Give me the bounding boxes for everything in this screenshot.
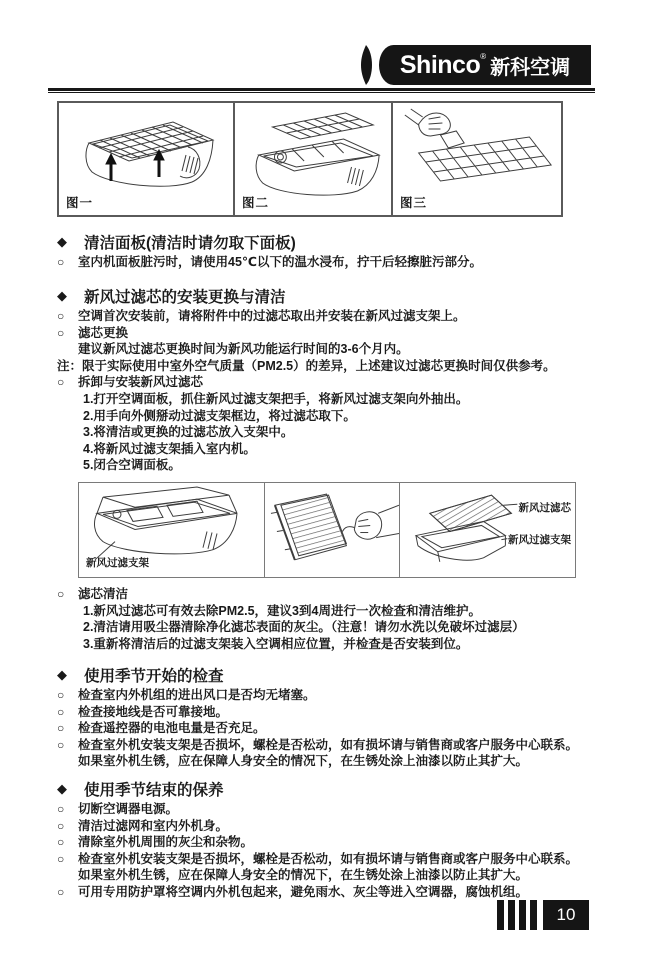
section-filter-install: [57, 285, 607, 474]
list-item-text: 检查室外机安装支架是否损坏，螺栓是否松动，如有损坏请与销售商或客户服务中心联系。: [78, 851, 579, 866]
list-item: [57, 834, 607, 851]
step-text: 5.闭合空调面板。: [83, 458, 181, 473]
logo-crescent-icon: [361, 45, 376, 85]
list-item: [57, 341, 607, 358]
brand-name-latin: Shinco: [399, 50, 481, 79]
list-item: [57, 325, 607, 342]
figure-panel-open-unit: [79, 483, 264, 577]
note-line: [57, 358, 607, 375]
brand-name-chinese: 新科空调: [490, 56, 571, 79]
circle-bullet: ○: [57, 255, 65, 269]
list-item: [57, 737, 607, 754]
list-item-text: 如果室外机生锈，应在保障人身安全的情况下，在生锈处涂上油漆以防止其扩大。: [78, 754, 529, 769]
numbered-step: [57, 636, 607, 653]
step-text: 2.用手向外侧掰动过滤支架框边，将过滤芯取下。: [83, 408, 356, 423]
section-season-start-check: [57, 664, 607, 770]
list-item-text: 建议新风过滤芯更换时间为新风功能运行时间的3-6个月内。: [78, 342, 409, 357]
hand-pulling-filter-illustration: [265, 483, 399, 577]
list-item: [57, 851, 607, 868]
list-item: [57, 374, 607, 391]
registered-mark-icon: ®: [480, 52, 487, 61]
note-text: 注：限于实际使用中室外空气质量（PM2.5）的差异，上述建议过滤芯更换时间仅供参考。: [57, 358, 556, 373]
step-text: 3.重新将清洁后的过滤支架装入空调相应位置，并检查是否安装到位。: [83, 636, 469, 651]
list-item-text: 滤芯更换: [78, 325, 129, 340]
figure-caption: 图三: [400, 196, 428, 210]
list-item-text: 如果室外机生锈，应在保障人身安全的情况下，在生锈处涂上油漆以防止其扩大。: [78, 868, 529, 883]
step-text: 2.清洁请用吸尘器清除净化滤芯表面的灰尘。（注意！请勿水洗以免破坏过滤层）: [83, 620, 525, 635]
numbered-step: [57, 457, 607, 474]
list-item-text: 检查接地线是否可靠接地。: [78, 704, 229, 719]
numbered-step: [57, 441, 607, 458]
circle-bullet: ○: [57, 325, 65, 340]
circle-bullet: ○: [57, 818, 65, 833]
figure-panel-pull-filter: [264, 483, 399, 577]
bullet-spacer: [57, 603, 83, 620]
section-heading: [57, 778, 607, 799]
section-heading: [57, 231, 607, 252]
list-item: [57, 586, 607, 603]
list-item: [57, 720, 607, 737]
list-item-text: 清洁过滤网和室内外机身。: [78, 818, 229, 833]
bracket-label: 新风过滤支架: [508, 534, 571, 546]
bullet-spacer: [57, 753, 78, 770]
decorative-bar: [508, 900, 515, 930]
list-item-text: 检查室内外机组的进出风口是否均无堵塞。: [78, 688, 316, 702]
continuation-line: [57, 753, 607, 770]
section-season-end-care: [57, 778, 607, 901]
section-filter-cleaning: [57, 586, 607, 652]
continuation-line: [57, 867, 607, 884]
figure-caption: 图二: [242, 196, 270, 210]
list-item: [57, 254, 607, 271]
section-heading: [57, 664, 607, 685]
bullet-spacer: [57, 457, 83, 474]
list-item: [57, 687, 607, 704]
circle-bullet: ○: [57, 688, 65, 702]
figure-caption: 图一: [66, 196, 94, 210]
circle-bullet: ○: [57, 737, 65, 752]
circle-bullet: ○: [57, 375, 65, 390]
numbered-step: [57, 424, 607, 441]
diamond-bullet: ◆: [57, 287, 67, 303]
list-item-text: 空调首次安装前，请将附件中的过滤芯取出并安装在新风过滤支架上。: [78, 309, 466, 323]
diamond-bullet: ◆: [57, 666, 67, 682]
decorative-bar: [497, 900, 504, 930]
list-item-text: 切断空调器电源。: [78, 802, 179, 816]
bullet-spacer: [57, 391, 83, 408]
bullet-spacer: [57, 619, 83, 636]
bullet-spacer: [57, 341, 78, 358]
step-text: 1.新风过滤芯可有效去除PM2.5，建议3到4周进行一次检查和清洁维护。: [83, 603, 481, 618]
list-item-text: 拆卸与安装新风过滤芯: [78, 375, 204, 390]
section-title: 新风过滤芯的安装更换与清洁: [84, 288, 286, 306]
section-clean-panel: [57, 231, 607, 271]
bullet-spacer: [57, 441, 83, 458]
decorative-bar: [519, 900, 526, 930]
diamond-bullet: ◆: [57, 780, 67, 796]
diamond-bullet: ◆: [57, 233, 67, 249]
bullet-spacer: [57, 636, 83, 653]
circle-bullet: ○: [57, 835, 65, 850]
list-item-text: 清除室外机周围的灰尘和杂物。: [78, 835, 254, 850]
list-item: [57, 884, 607, 901]
filter-and-bracket-illustration: [400, 483, 574, 577]
list-item-text: 检查遥控器的电池电量是否充足。: [78, 721, 266, 736]
section-heading: [57, 285, 607, 306]
page-number: 10: [543, 900, 589, 930]
list-item: [57, 801, 607, 818]
figure-box-filter: [78, 482, 576, 578]
circle-bullet: ○: [57, 851, 65, 866]
header-rule: [48, 88, 595, 93]
filter-label: 新风过滤芯: [518, 502, 571, 514]
figure-panel-filter-bracket: [399, 483, 574, 577]
numbered-step: [57, 603, 607, 620]
numbered-step: [57, 619, 607, 636]
circle-bullet: ○: [57, 704, 65, 719]
figure-panel-1: [59, 103, 233, 215]
list-item-text: 可用专用防护罩将空调内外机包起来，避免雨水、灰尘等进入空调器，腐蚀机组。: [78, 884, 529, 899]
step-text: 4.将新风过滤支架插入室内机。: [83, 441, 256, 456]
decorative-bar: [530, 900, 537, 930]
section-title: 使用季节开始的检查: [84, 667, 224, 685]
list-item: [57, 818, 607, 835]
list-item-text: 检查室外机安装支架是否损坏，螺栓是否松动，如有损坏请与销售商或客户服务中心联系。: [78, 737, 579, 752]
numbered-step: [57, 391, 607, 408]
circle-bullet: ○: [57, 309, 65, 323]
page-number-badge: [497, 900, 589, 930]
circle-bullet: ○: [57, 587, 65, 601]
list-item: [57, 308, 607, 325]
circle-bullet: ○: [57, 884, 65, 899]
section-title: 使用季节结束的保养: [84, 781, 224, 799]
bracket-label: 新风过滤支架: [86, 557, 149, 569]
brand-logo: [361, 45, 591, 85]
step-text: 1.打开空调面板，抓住新风过滤支架把手，将新风过滤支架向外抽出。: [83, 391, 469, 406]
bullet-spacer: [57, 424, 83, 441]
list-item-text: 室内机面板脏污时，请使用45℃以下的温水浸布，拧干后轻擦脏污部分。: [78, 255, 483, 269]
bullet-spacer: [57, 408, 83, 425]
circle-bullet: ○: [57, 802, 65, 816]
section-title: 清洁面板(清洁时请勿取下面板): [84, 234, 296, 252]
figure-box-cleaning: [57, 101, 563, 217]
numbered-step: [57, 408, 607, 425]
bullet-spacer: [57, 867, 78, 884]
step-text: 3.将清洁或更换的过滤芯放入支架中。: [83, 425, 294, 440]
circle-bullet: ○: [57, 721, 65, 736]
list-item-text: 滤芯清洁: [78, 587, 129, 601]
logo-bar: [379, 45, 591, 85]
figure-panel-3: [391, 103, 561, 215]
list-item: [57, 704, 607, 721]
figure-panel-2: [233, 103, 391, 215]
